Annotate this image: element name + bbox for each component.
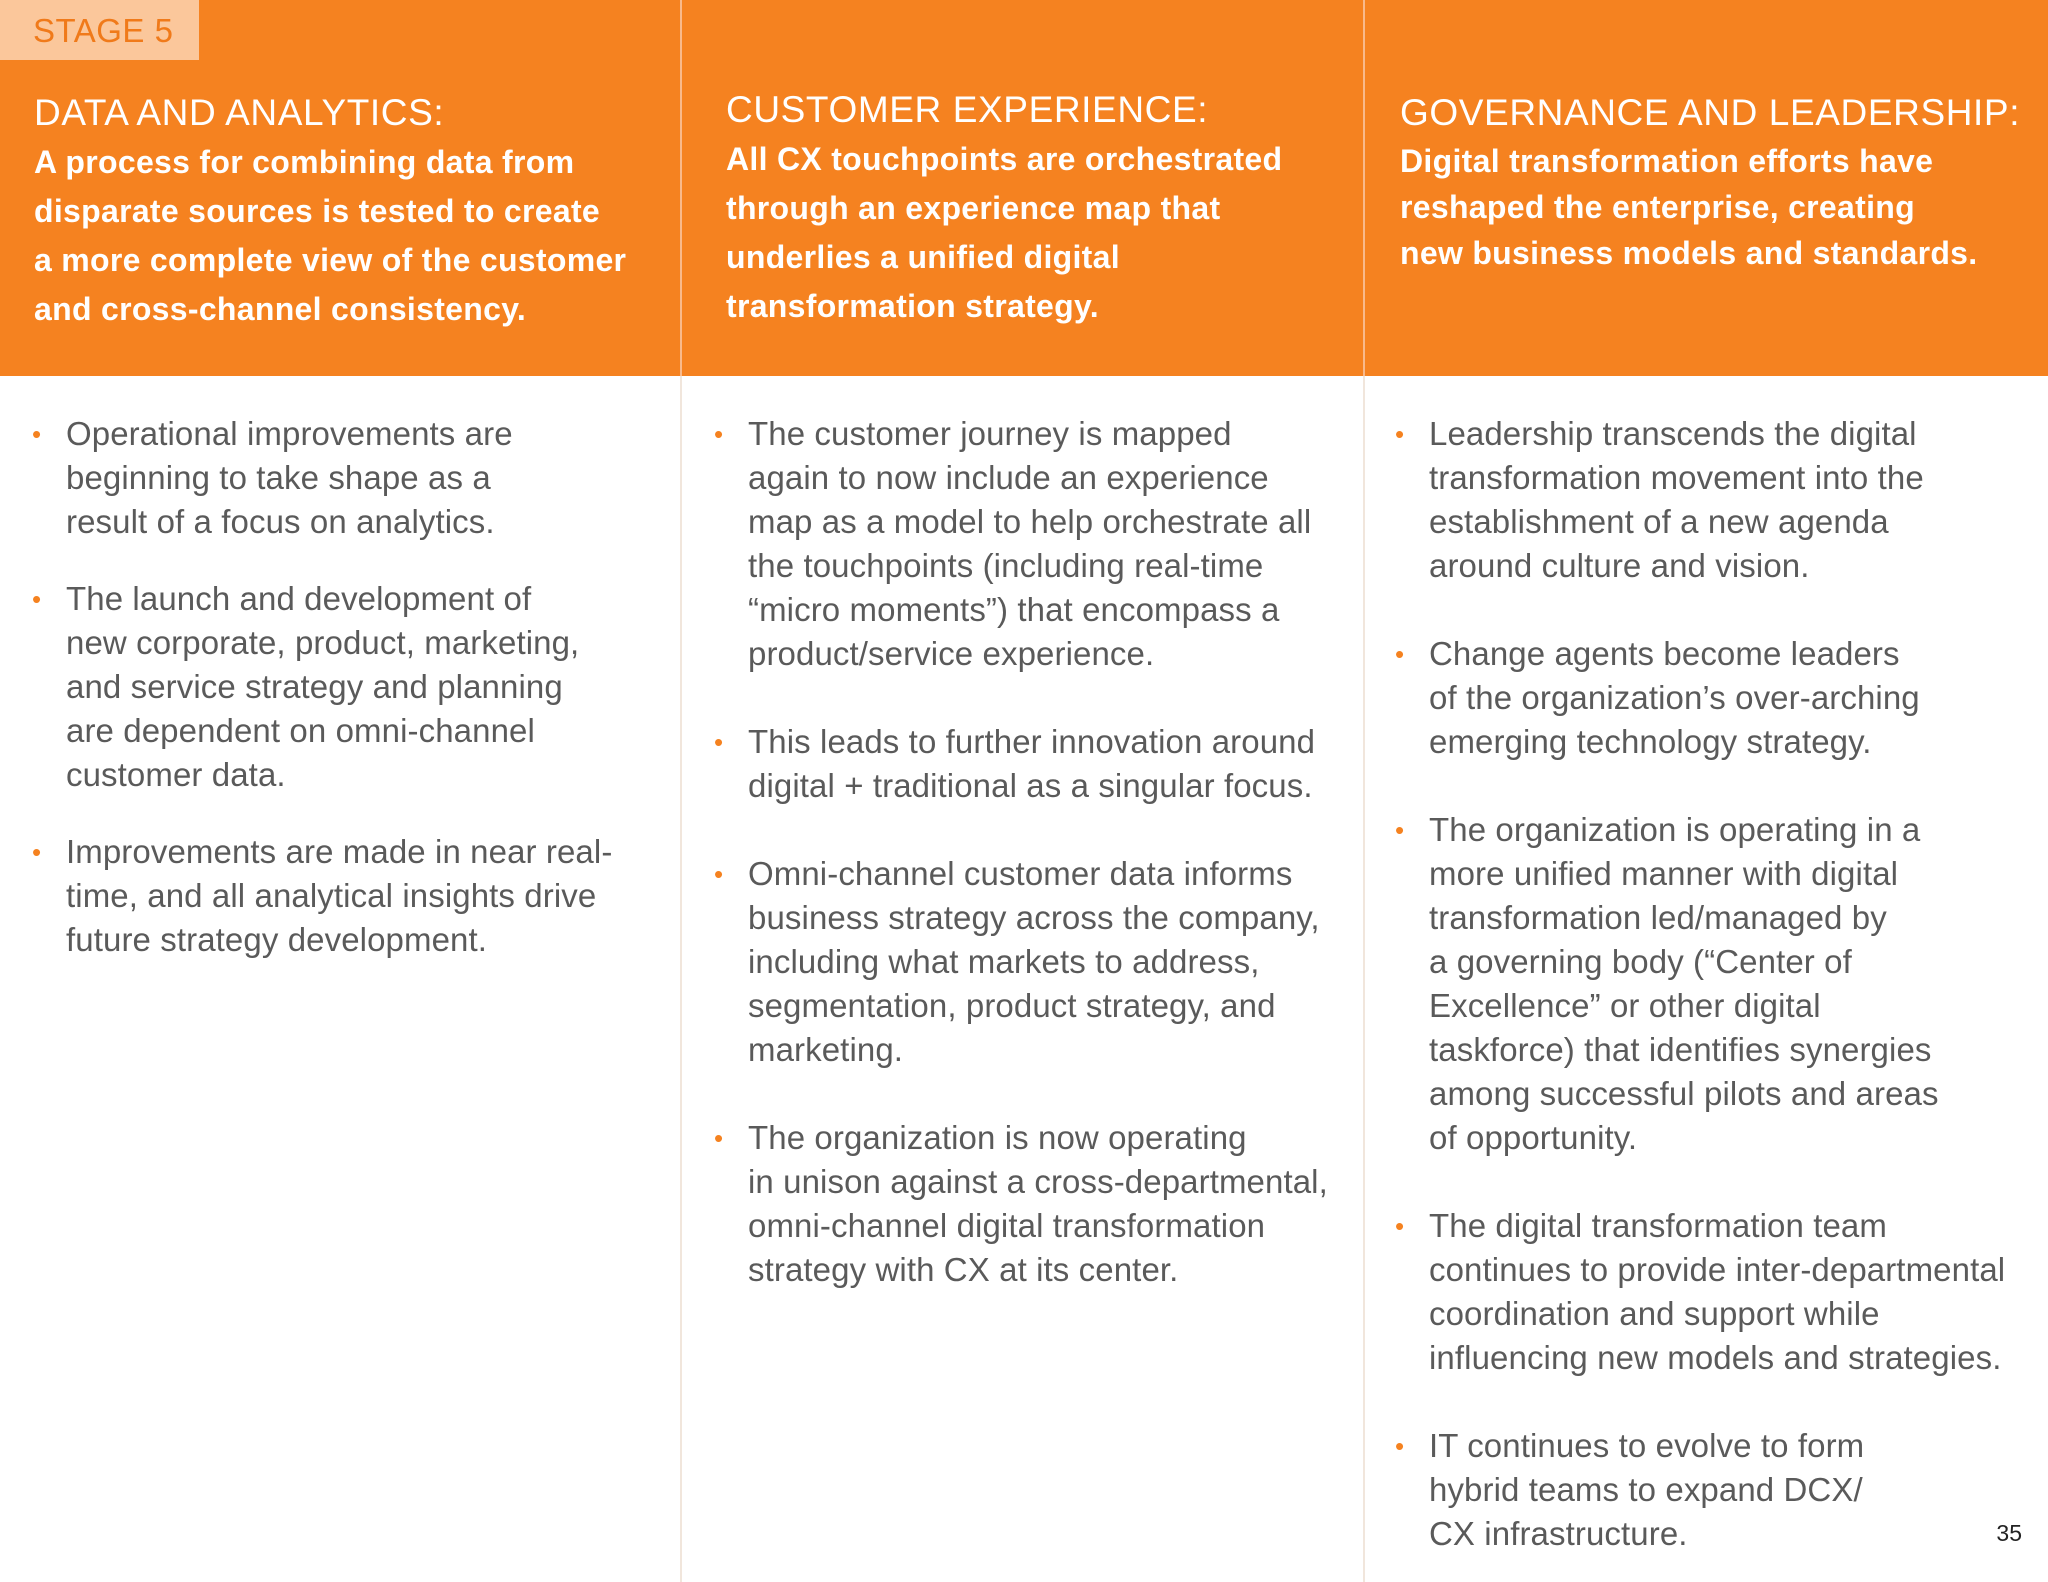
bullet-line: more unified manner with digital bbox=[1429, 855, 1899, 892]
column-body-governance-leadership bbox=[1395, 412, 2035, 1556]
bullet-dot-icon: • bbox=[1395, 815, 1405, 845]
bullet-item bbox=[1395, 632, 2035, 764]
bullet-line: result of a focus on analytics. bbox=[66, 503, 495, 540]
bullet-line: segmentation, product strategy, and bbox=[748, 987, 1276, 1024]
bullet-line: Improvements are made in near real- bbox=[66, 833, 613, 870]
bullet-line: time, and all analytical insights drive bbox=[66, 877, 597, 914]
bullet-line: around culture and vision. bbox=[1429, 547, 1810, 584]
subtitle-line: A process for combining data from bbox=[34, 144, 575, 180]
bullet-dot-icon: • bbox=[1395, 639, 1405, 669]
bullet-dot-icon: • bbox=[714, 1123, 724, 1153]
bullet-line: Omni-channel customer data informs bbox=[748, 855, 1293, 892]
subtitle-line: through an experience map that bbox=[726, 190, 1221, 226]
subtitle-line: Digital transformation efforts have bbox=[1400, 143, 1934, 179]
bullet-line: transformation movement into the bbox=[1429, 459, 1924, 496]
bullet-line: The organization is now operating bbox=[748, 1119, 1247, 1156]
bullet-dot-icon: • bbox=[32, 584, 42, 614]
subtitle-line: and cross-channel consistency. bbox=[34, 291, 527, 327]
column-body-customer-experience bbox=[714, 412, 1354, 1292]
bullet-list bbox=[1395, 412, 2035, 1556]
bullet-dot-icon: • bbox=[714, 727, 724, 757]
bullet-line: emerging technology strategy. bbox=[1429, 723, 1872, 760]
bullet-line: new corporate, product, marketing, bbox=[66, 624, 580, 661]
column-header-governance-leadership bbox=[1400, 88, 2040, 276]
bullet-line: strategy with CX at its center. bbox=[748, 1251, 1179, 1288]
column-header-customer-experience bbox=[726, 85, 1346, 331]
bullet-dot-icon: • bbox=[714, 419, 724, 449]
subtitle-line: underlies a unified digital bbox=[726, 239, 1120, 275]
bullet-line: Leadership transcends the digital bbox=[1429, 415, 1917, 452]
bullet-line: future strategy development. bbox=[66, 921, 488, 958]
bullet-line: “micro moments”) that encompass a bbox=[748, 591, 1280, 628]
bullet-line: and service strategy and planning bbox=[66, 668, 563, 705]
column-subtitle bbox=[34, 138, 664, 334]
bullet-line: influencing new models and strategies. bbox=[1429, 1339, 2002, 1376]
bullet-line: continues to provide inter-departmental bbox=[1429, 1251, 2006, 1288]
bullet-item bbox=[1395, 1204, 2035, 1380]
bullet-line: omni-channel digital transformation bbox=[748, 1207, 1266, 1244]
bullet-list bbox=[714, 412, 1354, 1292]
column-subtitle bbox=[726, 135, 1346, 331]
subtitle-line: disparate sources is tested to create bbox=[34, 193, 601, 229]
subtitle-line: All CX touchpoints are orchestrated bbox=[726, 141, 1283, 177]
bullet-line: a governing body (“Center of bbox=[1429, 943, 1852, 980]
bullet-line: The organization is operating in a bbox=[1429, 811, 1921, 848]
column-divider bbox=[1363, 0, 1365, 1582]
bullet-item bbox=[714, 720, 1354, 808]
bullet-line: among successful pilots and areas bbox=[1429, 1075, 1939, 1112]
bullet-line: The customer journey is mapped bbox=[748, 415, 1232, 452]
column-heading: CUSTOMER EXPERIENCE: bbox=[726, 89, 1209, 130]
bullet-line: the touchpoints (including real-time bbox=[748, 547, 1264, 584]
bullet-line: beginning to take shape as a bbox=[66, 459, 491, 496]
bullet-item bbox=[1395, 412, 2035, 588]
bullet-line: business strategy across the company, bbox=[748, 899, 1320, 936]
subtitle-line: a more complete view of the customer bbox=[34, 242, 627, 278]
bullet-line: digital + traditional as a singular focus. bbox=[748, 767, 1313, 804]
bullet-list bbox=[32, 412, 662, 962]
bullet-line: marketing. bbox=[748, 1031, 904, 1068]
bullet-line: in unison against a cross-departmental, bbox=[748, 1163, 1328, 1200]
bullet-line: taskforce) that identifies synergies bbox=[1429, 1031, 1932, 1068]
bullet-item bbox=[714, 1116, 1354, 1292]
column-body-data-analytics bbox=[32, 412, 662, 962]
subtitle-line: reshaped the enterprise, creating bbox=[1400, 189, 1915, 225]
bullet-dot-icon: • bbox=[1395, 419, 1405, 449]
bullet-line: are dependent on omni-channel bbox=[66, 712, 535, 749]
column-heading: DATA AND ANALYTICS: bbox=[34, 92, 445, 133]
bullet-dot-icon: • bbox=[1395, 1431, 1405, 1461]
subtitle-line: new business models and standards. bbox=[1400, 235, 1978, 271]
bullet-line: CX infrastructure. bbox=[1429, 1515, 1688, 1552]
subtitle-line: transformation strategy. bbox=[726, 288, 1099, 324]
bullet-line: again to now include an experience bbox=[748, 459, 1269, 496]
page-number: 35 bbox=[1996, 1520, 2022, 1546]
bullet-item bbox=[32, 412, 662, 544]
column-heading: GOVERNANCE AND LEADERSHIP: bbox=[1400, 92, 2021, 133]
column-header-data-analytics bbox=[34, 88, 664, 334]
bullet-line: Operational improvements are bbox=[66, 415, 513, 452]
stage-badge: STAGE 5 bbox=[0, 0, 199, 60]
bullet-line: The digital transformation team bbox=[1429, 1207, 1887, 1244]
bullet-line: IT continues to evolve to form bbox=[1429, 1427, 1865, 1464]
bullet-line: map as a model to help orchestrate all bbox=[748, 503, 1312, 540]
bullet-line: of opportunity. bbox=[1429, 1119, 1638, 1156]
bullet-item bbox=[1395, 1424, 2035, 1556]
column-subtitle bbox=[1400, 138, 2040, 276]
bullet-line: The launch and development of bbox=[66, 580, 532, 617]
bullet-item bbox=[1395, 808, 2035, 1160]
bullet-item bbox=[32, 577, 662, 797]
bullet-line: coordination and support while bbox=[1429, 1295, 1880, 1332]
bullet-dot-icon: • bbox=[32, 419, 42, 449]
bullet-line: of the organization’s over-arching bbox=[1429, 679, 1920, 716]
column-divider bbox=[680, 0, 682, 1582]
bullet-dot-icon: • bbox=[1395, 1211, 1405, 1241]
bullet-line: transformation led/managed by bbox=[1429, 899, 1887, 936]
bullet-line: product/service experience. bbox=[748, 635, 1155, 672]
bullet-line: Change agents become leaders bbox=[1429, 635, 1900, 672]
bullet-line: establishment of a new agenda bbox=[1429, 503, 1889, 540]
bullet-line: customer data. bbox=[66, 756, 286, 793]
bullet-line: including what markets to address, bbox=[748, 943, 1260, 980]
bullet-dot-icon: • bbox=[32, 837, 42, 867]
bullet-item bbox=[32, 830, 662, 962]
bullet-line: This leads to further innovation around bbox=[748, 723, 1316, 760]
bullet-dot-icon: • bbox=[714, 859, 724, 889]
bullet-item bbox=[714, 412, 1354, 676]
bullet-line: hybrid teams to expand DCX/ bbox=[1429, 1471, 1863, 1508]
bullet-item bbox=[714, 852, 1354, 1072]
bullet-line: Excellence” or other digital bbox=[1429, 987, 1821, 1024]
